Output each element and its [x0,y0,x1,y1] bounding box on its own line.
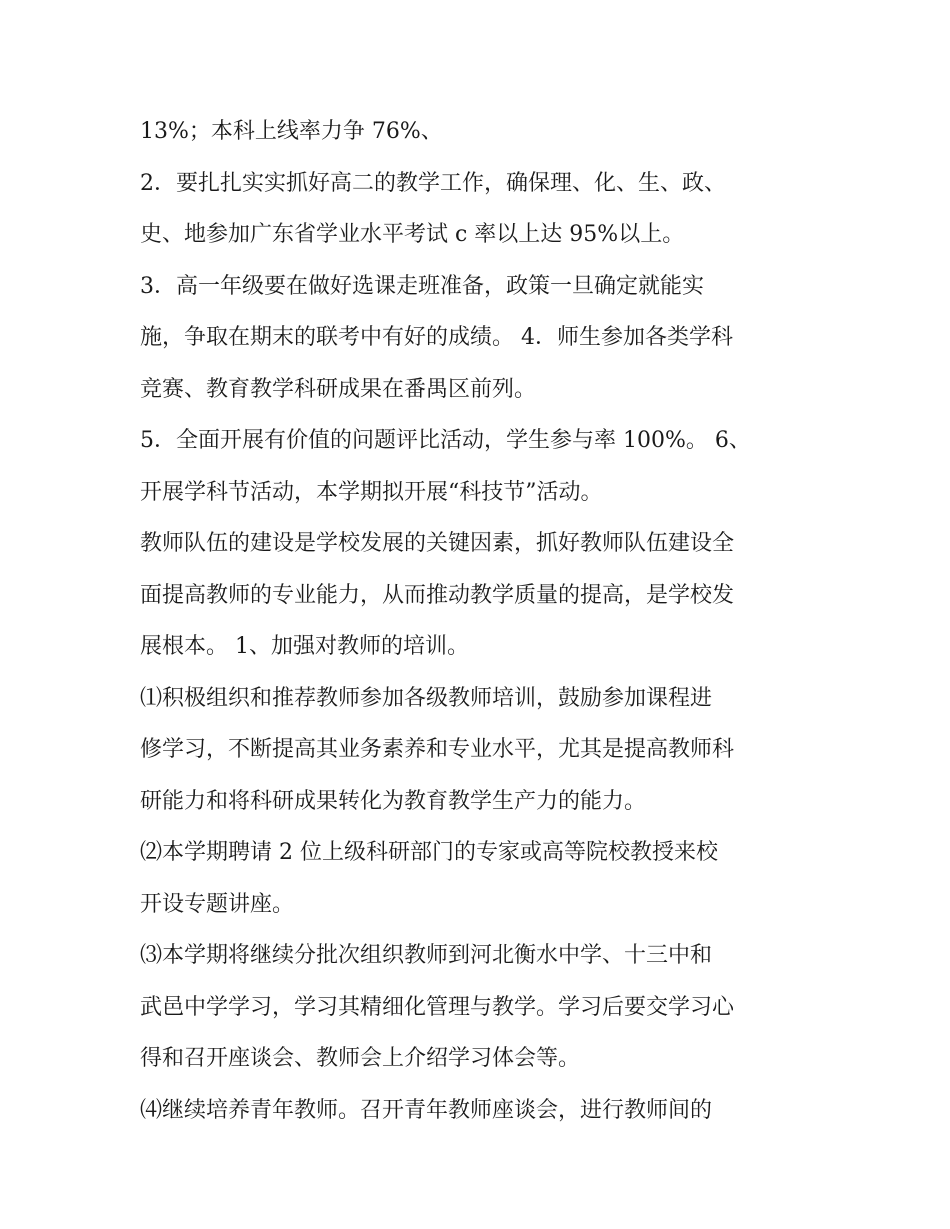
text-line: ⑴积极组织和推荐教师参加各级教师培训，鼓励参加课程进 [140,685,713,711]
text-line: ⑵本学期聘请 2 位上级科研部门的专家或高等院校教授来校 [140,840,718,865]
text-line: 面提高教师的专业能力，从而推动教学质量的提高，是学校发 [140,582,735,608]
text-line: 展根本。 1、加强对教师的培训。 [140,634,469,659]
text-line: 施，争取在期末的联考中有好的成绩。 4．师生参加各类学科 [140,325,733,350]
text-line: ⑷继续培养青年教师。召开青年教师座谈会，进行教师间的 [140,1097,713,1123]
document-body [140,106,830,1136]
text-line: 武邑中学学习，学习其精细化管理与教学。学习后要交学习心 [140,994,735,1020]
text-line: 5．全面开展有价值的问题评比活动，学生参与率 100%。 6、 [140,428,751,453]
text-line: 研能力和将科研成果转化为教育教学生产力的能力。 [140,788,647,814]
text-line: 得和召开座谈会、教师会上介绍学习体会等。 [140,1046,581,1071]
text-line: ⑶本学期将继续分批次组织教师到河北衡水中学、十三中和 [140,943,713,968]
text-line: 竞赛、教育教学科研成果在番禺区前列。 [140,376,537,402]
text-line: 修学习，不断提高其业务素养和专业水平，尤其是提高教师科 [140,737,735,762]
text-line: 开设专题讲座。 [140,891,295,917]
text-line: 教师队伍的建设是学校发展的关键因素，抓好教师队伍建设全 [140,531,735,556]
text-line: 史、地参加广东省学业水平考试 c 率以上达 95%以上。 [140,222,685,247]
text-line: 2．要扎扎实实抓好高二的教学工作，确保理、化、生、政、 [140,170,726,196]
text-line: 13%；本科上线率力争 76%、 [140,119,443,144]
text-line: 开展学科节活动，本学期拟开展“科技节”活动。 [140,479,603,505]
text-line: 3．高一年级要在做好选课走班准备，政策一旦确定就能实 [140,273,704,299]
